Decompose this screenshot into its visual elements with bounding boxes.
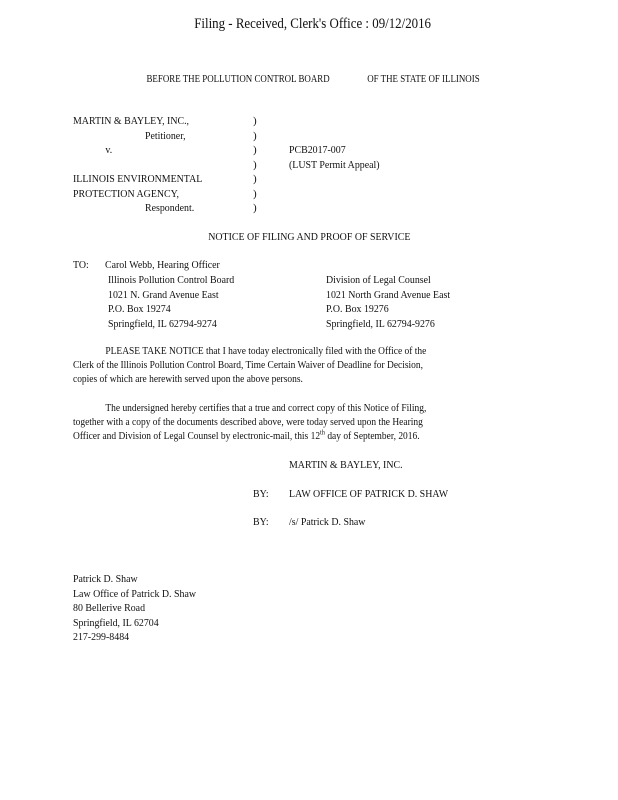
paragraph-line: Clerk of the Illinois Pollution Control Board, Time Certain Waiver of Deadline for Decision, [73,360,423,371]
day-superscript: th [320,428,325,437]
paren: ) [253,202,257,214]
caption-parties [73,114,202,216]
case-number: PCB2017-007 [289,144,346,156]
address-line: Patrick D. Shaw [73,573,138,585]
paragraph-line: Officer and Division of Legal Counsel by electronic-mail, this 12th day of September, 2016. [73,428,420,442]
address-line: Springfield, IL 62704 [73,616,159,629]
by-label: BY: [253,488,269,500]
filing-stamp: Filing - Received, Clerk's Office : 09/12/2016 [194,16,432,32]
notice-title: NOTICE OF FILING AND PROOF OF SERVICE [207,231,411,243]
court-line-1: BEFORE THE POLLUTION CONTROL BOARD [146,73,330,85]
signature-company: MARTIN & BAYLEY, INC. [289,459,403,471]
respondent-line-2: PROTECTION AGENCY, [73,187,179,200]
address-line: 80 Bellerive Road [73,602,146,614]
address-line: Springfield, IL 62794-9276 [326,317,435,330]
paren: ) [253,129,257,142]
address-line: P.O. Box 19274 [108,303,171,315]
service-right-address [326,273,450,331]
address-line: P.O. Box 19276 [326,303,389,315]
court-header [0,72,618,86]
versus: v. [105,144,113,156]
phone-number: 217-299-8484 [73,631,130,643]
petitioner-role: Petitioner, [145,129,186,142]
certification-paragraph [73,402,426,444]
case-info [289,143,380,172]
address-line: 1021 North Grand Avenue East [326,288,451,301]
address-line: Division of Legal Counsel [326,274,431,286]
paragraph-line: copies of which are herewith served upon the above persons. [73,374,303,385]
law-firm-name: LAW OFFICE OF PATRICK D. SHAW [289,488,449,500]
paren: ) [253,144,257,156]
notice-paragraph [73,345,426,387]
address-line: Illinois Pollution Control Board [108,274,235,286]
paren: ) [253,115,257,127]
address-line: 1021 N. Grand Avenue East [108,288,219,301]
petitioner-name: MARTIN & BAYLEY, INC., [73,115,190,127]
paren: ) [253,173,257,185]
service-to-label: TO: [73,259,89,271]
paragraph-line: The undersigned hereby certifies that a true and correct copy of this Notice of Filing, [105,403,427,414]
case-type: (LUST Permit Appeal) [289,158,380,171]
paren: ) [253,158,257,171]
address-line: Springfield, IL 62794-9274 [108,317,217,330]
court-line-2: OF THE STATE OF ILLINOIS [367,73,480,85]
paren: ) [253,187,257,200]
respondent-role: Respondent. [145,202,195,214]
service-recipient: Carol Webb, Hearing Officer [105,259,220,271]
by-label: BY: [253,516,269,528]
caption-parens [253,114,257,216]
service-left-address [108,273,234,331]
paragraph-line: together with a copy of the documents described above, were today served upon the Hearing [73,417,423,428]
electronic-signature: /s/ Patrick D. Shaw [289,516,366,528]
paragraph-line: PLEASE TAKE NOTICE that I have today electronically filed with the Office of the [105,346,427,357]
respondent-line-1: ILLINOIS ENVIRONMENTAL [73,173,203,185]
address-line: Law Office of Patrick D. Shaw [73,587,196,600]
attorney-address-block [73,572,196,645]
